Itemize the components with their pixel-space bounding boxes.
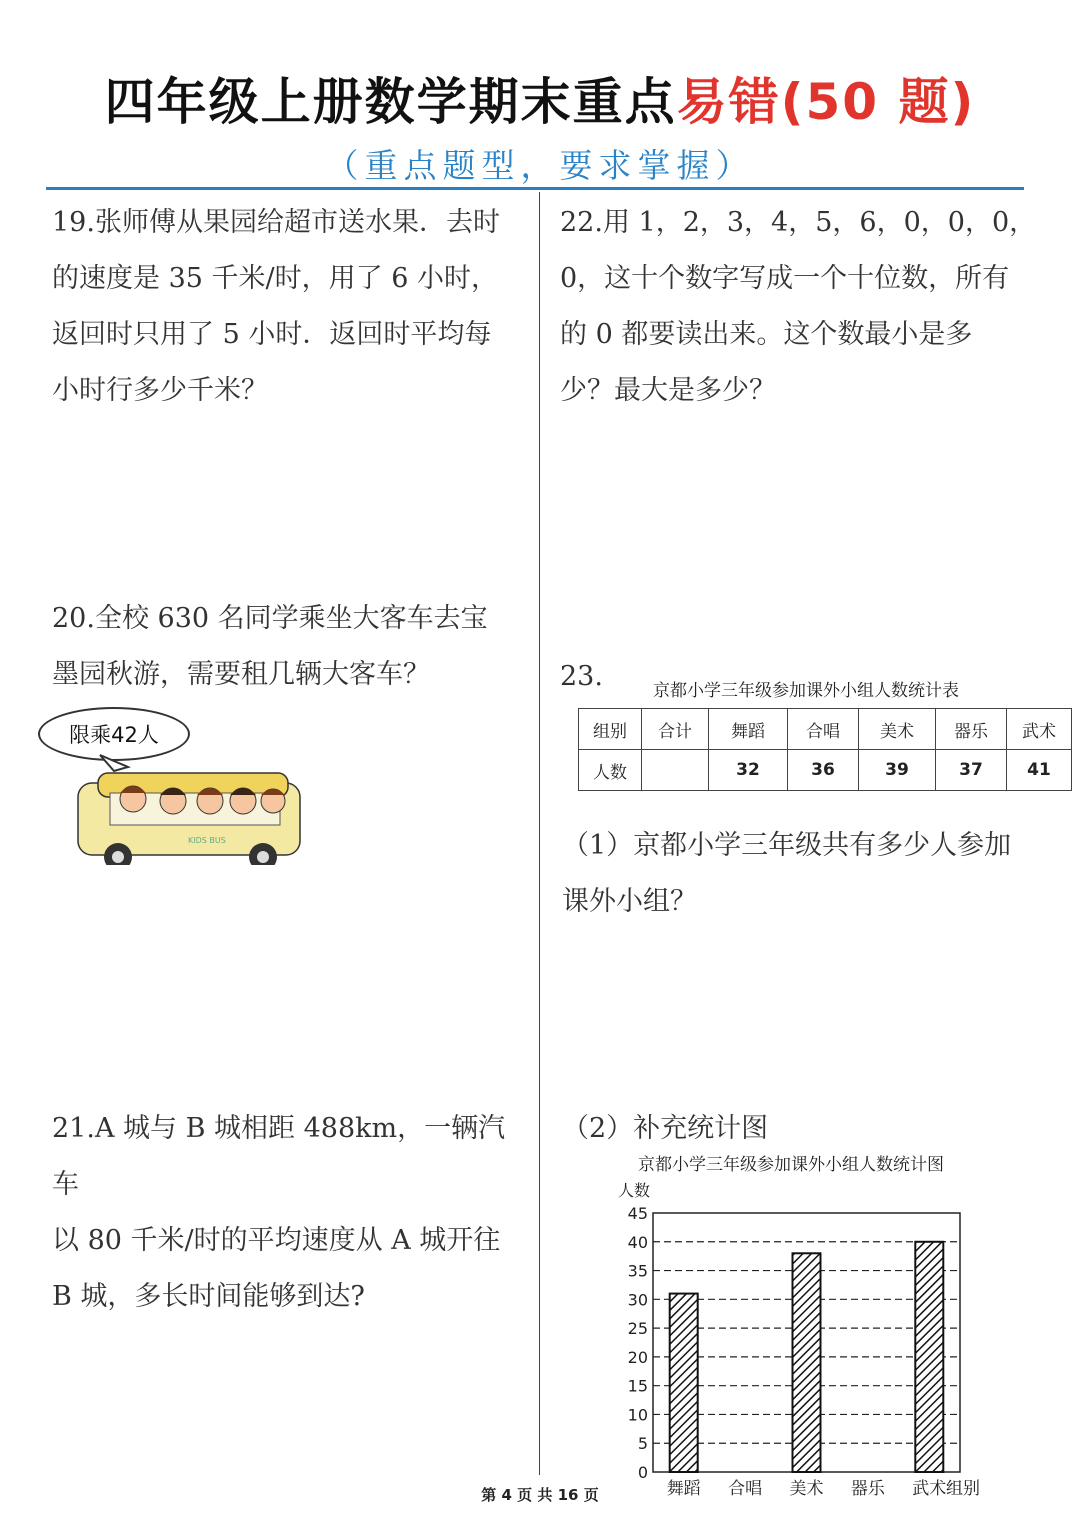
question-19-line-1: 19.张师傅从果园给超市送水果．去时 [52,207,500,238]
title-highlight: 易错(50 题) [676,73,976,131]
chart-y-tick-label: 45 [627,1204,648,1223]
bar-chart [600,1150,1000,1502]
chart-x-tick-label: 舞蹈 [666,1479,701,1499]
chart-x-tick-label: 合唱 [728,1479,763,1499]
school-bus-illustration [38,745,308,870]
table-cell: 39 [859,750,936,791]
table-cell: 36 [788,750,859,791]
question-20-line-1: 20.全校 630 名同学乘坐大客车去宝 [52,603,488,634]
column-divider [539,192,540,1475]
question-20 [52,591,532,703]
question-22 [560,195,1040,419]
chart-x-tick-label: 武术 [912,1479,947,1499]
bus-hubcap [112,851,124,863]
question-22-line-4: 少？最大是多少？ [560,375,776,406]
page-subtitle: （重点题型，要求掌握） [325,146,755,185]
question-21-line-2: 以 80 千米/时的平均速度从 A 城开往 [52,1225,501,1256]
question-20-line-2: 墨园秋游，需要租几辆大客车？ [52,659,430,690]
title-main: 四年级上册数学期末重点 [104,73,677,131]
question-21-line-1: 21.A 城与 B 城相距 488km，一辆汽车 [52,1113,506,1200]
bubble-tail [100,755,128,771]
chart-bar [793,1253,821,1472]
chart-x-tick-label: 器乐 [850,1479,885,1499]
table-header-cell: 合计 [642,709,709,750]
question-19-line-4: 小时行多少千米？ [52,375,268,406]
chart-bar [670,1294,698,1472]
question-23-part-1-line-1: （1）京都小学三年级共有多少人参加 [562,830,1012,861]
table-cell: 32 [709,750,788,791]
chart-y-tick-label: 5 [637,1434,648,1454]
question-19-line-3: 返回时只用了 5 小时．返回时平均每 [52,319,492,350]
bus-hubcap [257,851,269,863]
table-cell: 37 [936,750,1007,791]
question-23-part-1-line-2: 课外小组？ [562,886,697,917]
question-22-line-1: 22.用 1，2，3，4，5，6，0，0，0， [560,207,1037,238]
table-row-label: 人数 [579,750,642,791]
question-22-line-2: 0，这十个数字写成一个十位数，所有 [560,263,1010,294]
chart-y-tick-label: 35 [627,1261,648,1281]
stats-table [578,708,1072,791]
question-23-number: 23. [560,661,603,692]
table-header-cell: 合唱 [788,709,859,750]
table-header-cell: 组别 [579,709,642,750]
table-row [579,750,1072,791]
chart-x-axis-label: 组别 [946,1479,980,1499]
chart-y-tick-label: 15 [627,1376,648,1396]
table-header-cell: 武术 [1007,709,1072,750]
chart-y-tick-label: 20 [627,1347,648,1367]
table-header-cell: 器乐 [936,709,1007,750]
chart-title: 京都小学三年级参加课外小组人数统计图 [638,1155,944,1175]
question-23-part-1 [562,818,1052,930]
stats-table-caption: 京都小学三年级参加课外小组人数统计表 [653,681,959,701]
bus-ground-mask [38,865,308,870]
question-21 [52,1101,532,1325]
table-header-cell: 舞蹈 [709,709,788,750]
page-title [0,62,1080,134]
table-header-row [579,709,1072,750]
question-22-line-3: 的 0 都要读出来。这个数最小是多 [560,319,973,350]
question-23-part-2: （2）补充统计图 [562,1113,769,1144]
chart-y-tick-label: 10 [627,1405,648,1425]
page-footer: 第 4 页 共 16 页 [481,1486,599,1504]
chart-y-tick-label: 30 [627,1290,648,1310]
table-header-cell: 美术 [859,709,936,750]
bus-label: KIDS BUS [188,836,226,845]
question-21-line-3: B 城，多长时间能够到达? [52,1281,365,1312]
bubble-text: 限乘42人 [69,723,159,747]
chart-y-axis-label: 人数 [618,1181,651,1200]
chart-bar [915,1242,943,1472]
table-cell: 41 [1007,750,1072,791]
chart-y-tick-label: 25 [627,1319,648,1339]
chart-y-tick-label: 0 [637,1463,648,1482]
question-19-line-2: 的速度是 35 千米/时，用了 6 小时， [52,263,498,294]
question-19 [52,195,532,419]
chart-y-tick-label: 40 [627,1232,648,1252]
header-rule [46,187,1024,190]
chart-x-tick-label: 美术 [789,1479,824,1499]
table-cell-total [642,750,709,791]
